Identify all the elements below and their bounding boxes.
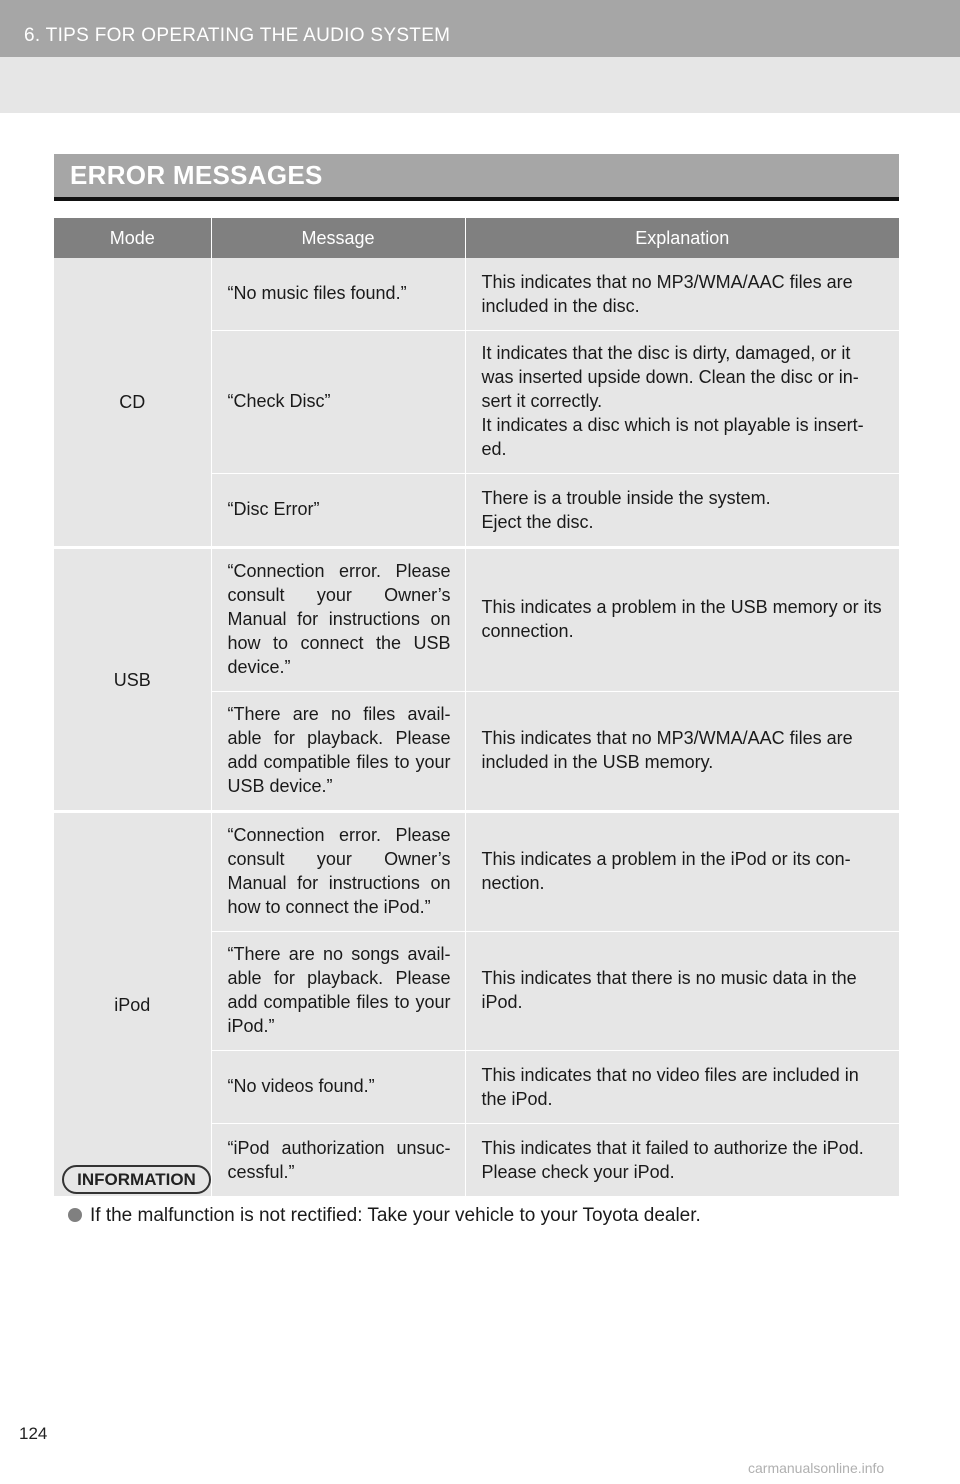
- column-header-explanation: Explanation: [465, 218, 899, 258]
- information-badge: INFORMATION: [62, 1165, 211, 1194]
- page-number: 124: [19, 1424, 48, 1443]
- explanation-cell: This indicates a problem in the USB memory or its connection.: [465, 548, 899, 692]
- message-cell: “No music files found.”: [211, 258, 465, 331]
- message-cell: “Connection error. Please consult your Owner’s Manual for instructions on how to connect the iPod.”: [211, 812, 465, 932]
- explanation-cell: This indicates a problem in the iPod or its con-nection.: [465, 812, 899, 932]
- mode-cell-usb: USB: [54, 548, 211, 812]
- explanation-cell: [465, 1124, 899, 1197]
- error-messages-table: [54, 218, 899, 1196]
- page-title: ERROR MESSAGES: [70, 160, 323, 190]
- message-cell: “There are no songs avail-able for playback. Please add compatible files to your iPod.”: [211, 932, 465, 1051]
- message-cell: “No videos found.”: [211, 1051, 465, 1124]
- explanation-line: It indicates that the disc is dirty, damaged, or it was inserted upside down. Clean the disc or in-sert it correctly.: [481, 343, 859, 411]
- message-cell: “iPod authorization unsuc-cessful.”: [211, 1124, 465, 1197]
- explanation-line: This indicates that it failed to authorize the iPod.: [481, 1138, 864, 1158]
- explanation-line: There is a trouble inside the system.: [481, 488, 771, 508]
- explanation-cell: This indicates that no MP3/WMA/AAC files are included in the disc.: [465, 258, 899, 331]
- explanation-line: Eject the disc.: [481, 512, 594, 532]
- watermark-text: carmanualsonline.info: [748, 1460, 885, 1476]
- explanation-cell: [465, 331, 899, 474]
- explanation-line: Please check your iPod.: [481, 1162, 675, 1182]
- message-cell: “Disc Error”: [211, 474, 465, 548]
- table-row: [54, 258, 899, 331]
- explanation-cell: This indicates that no MP3/WMA/AAC files are included in the USB memory.: [465, 692, 899, 812]
- mode-cell-ipod: iPod: [54, 812, 211, 1197]
- information-text: If the malfunction is not rectified: Take your vehicle to your Toyota dealer.: [90, 1205, 701, 1226]
- information-item: [68, 1204, 701, 1228]
- explanation-cell: This indicates that no video files are included in the iPod.: [465, 1051, 899, 1124]
- table-row: [54, 548, 899, 692]
- column-header-mode: Mode: [54, 218, 211, 258]
- table-header-row: [54, 218, 899, 258]
- explanation-line: It indicates a disc which is not playable is insert-ed.: [481, 415, 864, 459]
- explanation-cell: [465, 474, 899, 548]
- section-header: [0, 0, 960, 57]
- page-title-bar: [54, 154, 899, 201]
- bullet-icon: [68, 1208, 82, 1222]
- message-cell: “There are no files avail-able for playback. Please add compatible files to your USB device.”: [211, 692, 465, 812]
- explanation-cell: This indicates that there is no music data in the iPod.: [465, 932, 899, 1051]
- section-title: 6. TIPS FOR OPERATING THE AUDIO SYSTEM: [24, 25, 451, 46]
- column-header-message: Message: [211, 218, 465, 258]
- mode-cell-cd: CD: [54, 258, 211, 548]
- message-cell: “Connection error. Please consult your Owner’s Manual for instructions on how to connect the USB device.”: [211, 548, 465, 692]
- message-cell: “Check Disc”: [211, 331, 465, 474]
- table-row: [54, 812, 899, 932]
